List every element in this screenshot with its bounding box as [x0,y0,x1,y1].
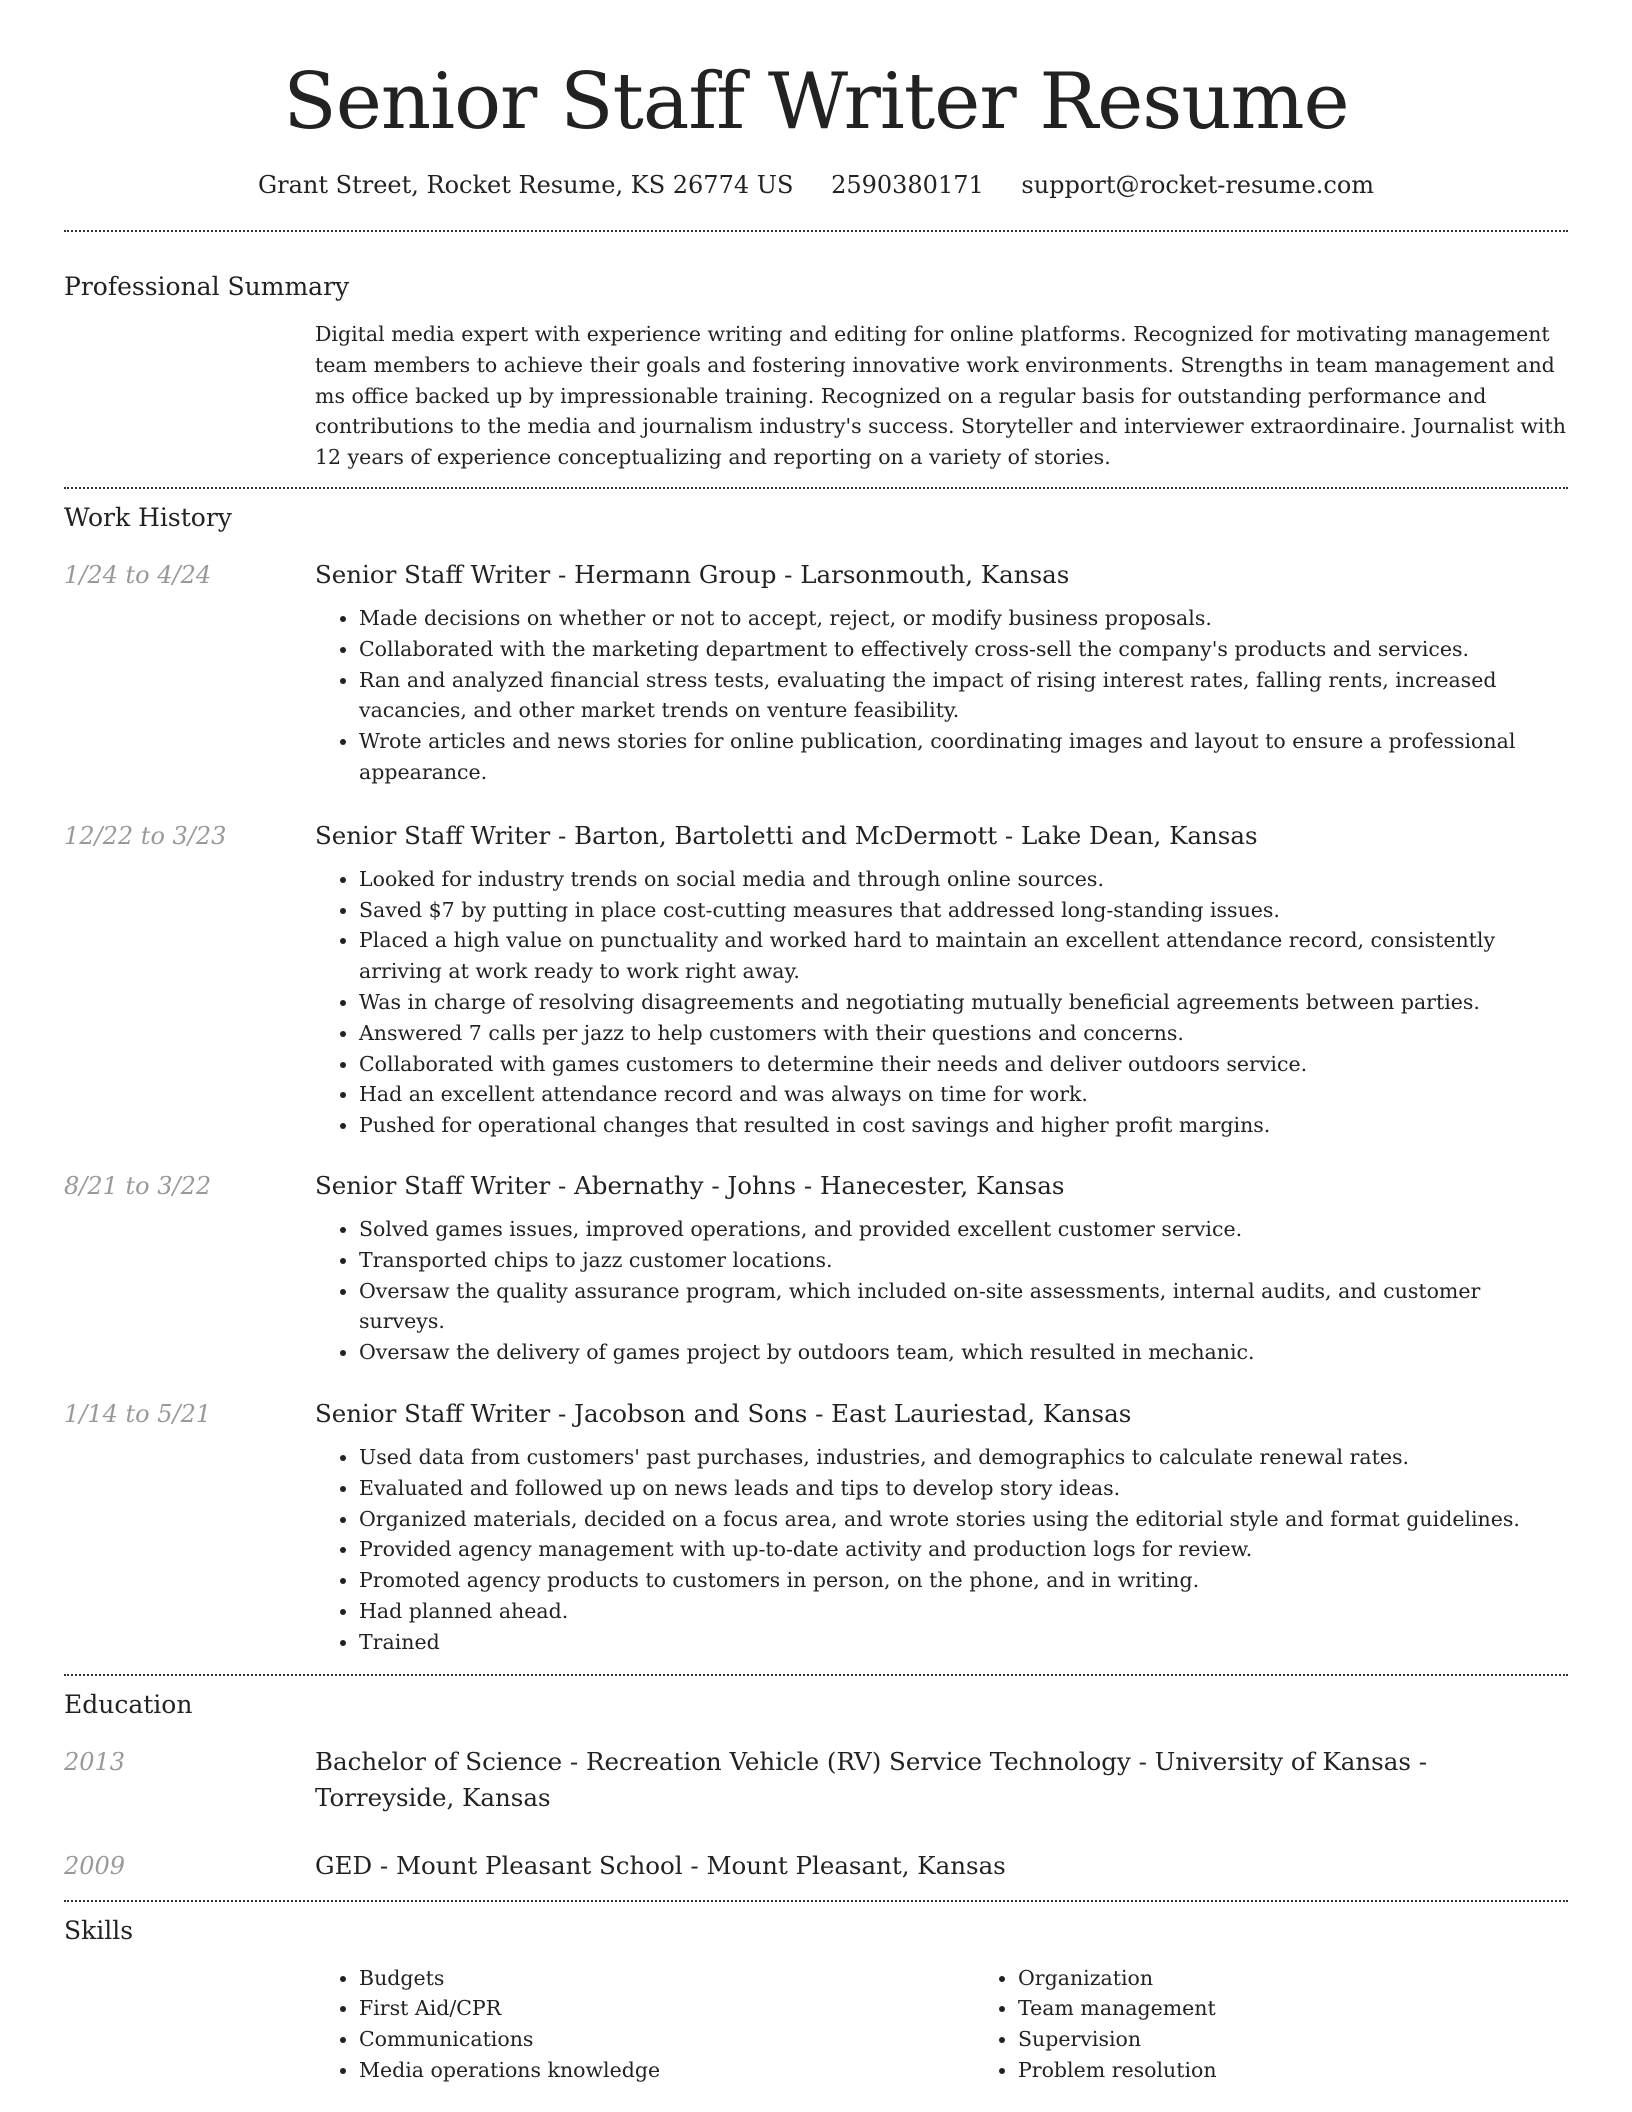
list-item: • Solved games issues, improved operations, and provided excellent customer service. [359,1214,1568,1245]
education-heading: Education [64,1689,193,1719]
job-bullets [315,864,1568,1141]
job-dates: 1/14 to 5/21 [64,1399,212,1428]
skills-columns [315,1963,1568,2086]
list-item: • Transported chips to jazz customer locations. [359,1245,1568,1276]
job-bullets [315,1214,1568,1368]
list-item: • Saved $7 by putting in place cost-cutting measures that addressed long-standing issues. [359,895,1568,926]
summary-spacer [64,319,315,473]
education-entry [64,1744,1568,1816]
skill-item: • Problem resolution [1018,2055,1632,2086]
education-title: Bachelor of Science - Recreation Vehicle (RV) Service Technology - University of Kansas - Torreyside, Kansas [315,1746,1427,1812]
list-item: • Placed a high value on punctuality and worked hard to maintain an excellent attendance record, consistently arriving at work ready to work right away. [359,925,1568,987]
list-item: • Trained [359,1627,1568,1658]
section-divider [64,230,1568,232]
job-entry [64,557,1568,788]
contact-email: support@rocket-resume.com [1021,171,1375,199]
list-item: • Wrote articles and news stories for online publication, coordinating images and layout to ensure a professional appearance. [359,726,1568,788]
list-item: • Had planned ahead. [359,1596,1568,1627]
list-item: • Had an excellent attendance record and was always on time for work. [359,1079,1568,1110]
summary-text: Digital media expert with experience writing and editing for online platforms. Recognized for motivating management team members to achieve their goals and fostering innovative work environments. Strengths in team management and ms office backed up by impressionable training. Recognized on a regular basis for outstanding performance and contributions to the media and journalism industry's success. Storyteller and interviewer extraordinaire. Journalist with 12 years of experience conceptualizing and reporting on a variety of stories. [315,322,1566,470]
list-item: • Collaborated with games customers to determine their needs and deliver outdoors service. [359,1049,1568,1080]
work-history-heading: Work History [64,502,232,532]
education-entry [64,1848,1568,1884]
job-dates: 8/21 to 3/22 [64,1171,212,1200]
summary-row [64,319,1568,473]
skills-list-right [974,1963,1632,2086]
skill-item: • Supervision [1018,2024,1632,2055]
job-bullets [315,1442,1568,1658]
skill-item: • Media operations knowledge [359,2055,974,2086]
skill-item: • Organization [1018,1963,1632,1994]
job-title: Senior Staff Writer - Jacobson and Sons - East Lauriestad, Kansas [315,1398,1132,1428]
contact-address: Grant Street, Rocket Resume, KS 26774 US [257,171,794,199]
job-entry [64,1168,1568,1368]
skill-item: • First Aid/CPR [359,1993,974,2024]
job-entry [64,818,1568,1141]
job-entry [64,1396,1568,1658]
job-dates: 1/24 to 4/24 [64,560,212,589]
skill-item: • Team management [1018,1993,1632,2024]
job-details [315,557,1568,788]
job-dates: 12/22 to 3/23 [64,821,227,850]
list-item: • Ran and analyzed financial stress tests, evaluating the impact of rising interest rates, falling rents, increased vacancies, and other market trends on venture feasibility. [359,665,1568,727]
skill-item: • Budgets [359,1963,974,1994]
job-title: Senior Staff Writer - Barton, Bartoletti and McDermott - Lake Dean, Kansas [315,820,1258,850]
section-divider [64,1674,1568,1676]
job-title: Senior Staff Writer - Hermann Group - Larsonmouth, Kansas [315,559,1070,589]
list-item: • Looked for industry trends on social media and through online sources. [359,864,1568,895]
skills-heading: Skills [64,1915,134,1945]
list-item: • Provided agency management with up-to-date activity and production logs for review. [359,1534,1568,1565]
section-divider [64,1900,1568,1902]
contact-phone: 2590380171 [831,171,984,199]
list-item: • Oversaw the quality assurance program, which included on-site assessments, internal audits, and customer surveys. [359,1276,1568,1338]
job-bullets [315,603,1568,788]
job-details [315,1396,1568,1658]
list-item: • Used data from customers' past purchases, industries, and demographics to calculate renewal rates. [359,1442,1568,1473]
list-item: • Organized materials, decided on a focus area, and wrote stories using the editorial style and format guidelines. [359,1504,1568,1535]
list-item: • Oversaw the delivery of games project by outdoors team, which resulted in mechanic. [359,1337,1568,1368]
resume-page [64,0,1568,2086]
summary-heading: Professional Summary [64,272,350,301]
list-item: • Promoted agency products to customers in person, on the phone, and in writing. [359,1565,1568,1596]
list-item: • Evaluated and followed up on news leads and tips to develop story ideas. [359,1473,1568,1504]
list-item: • Pushed for operational changes that resulted in cost savings and higher profit margins. [359,1110,1568,1141]
contact-line [64,170,1568,200]
section-divider [64,487,1568,489]
resume-title: Senior Staff Writer Resume [283,57,1349,147]
skill-item: • Communications [359,2024,974,2055]
job-title: Senior Staff Writer - Abernathy - Johns - Hanecester, Kansas [315,1170,1065,1200]
education-year: 2009 [64,1851,126,1880]
list-item: • Was in charge of resolving disagreements and negotiating mutually beneficial agreements between parties. [359,987,1568,1018]
list-item: • Collaborated with the marketing department to effectively cross-sell the company's products and services. [359,634,1568,665]
list-item: • Answered 7 calls per jazz to help customers with their questions and concerns. [359,1018,1568,1049]
list-item: • Made decisions on whether or not to accept, reject, or modify business proposals. [359,603,1568,634]
job-details [315,1168,1568,1368]
education-title: GED - Mount Pleasant School - Mount Pleasant, Kansas [315,1850,1006,1880]
skills-list-left [315,1963,974,2086]
education-year: 2013 [64,1747,126,1776]
job-details [315,818,1568,1141]
